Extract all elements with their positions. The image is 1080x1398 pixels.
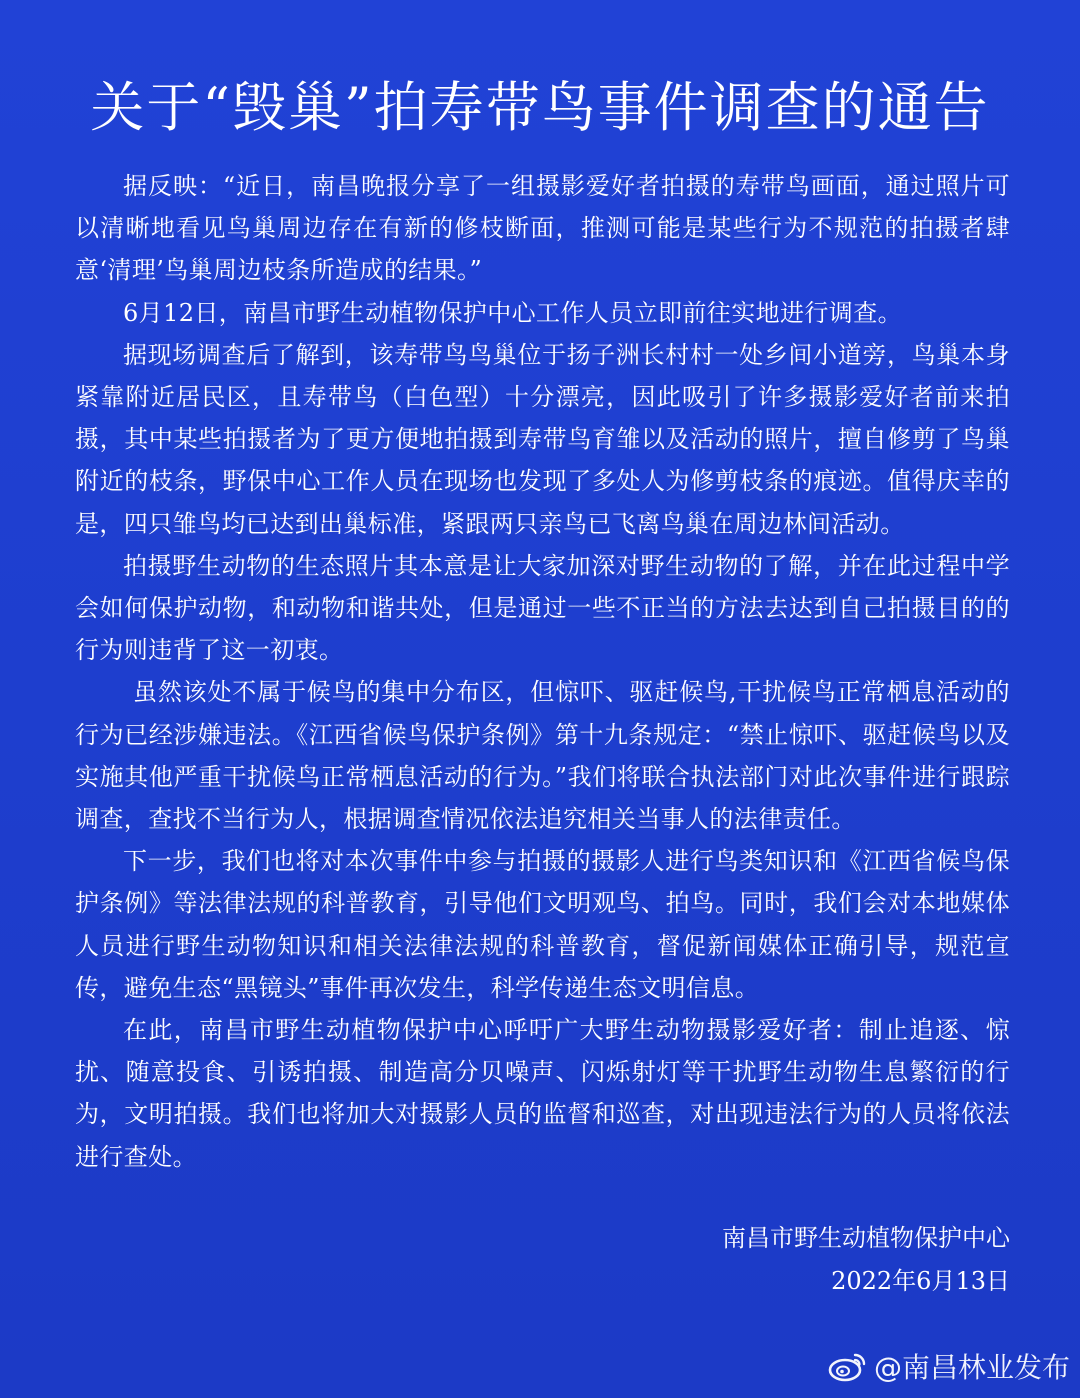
weibo-icon	[828, 1349, 868, 1383]
paragraph-legal-basis: 虽然该处不属于候鸟的集中分布区，但惊吓、驱赶候鸟,干扰候鸟正常栖息活动的行为已经涉嫌违法。《江西省候鸟保护条例》第十九条规定：“禁止惊吓、驱赶候鸟以及实施其他严重干扰候鸟正常栖息活动的行为。”我们将联合执法部门对此次事件进行跟踪调查，查找不当行为人，根据调查情况依法追究相关当事人的法律责任。	[75, 678, 1010, 834]
notice-body	[75, 165, 1010, 1178]
weibo-watermark	[828, 1346, 1070, 1386]
issuer-name: 南昌市野生动植物保护中心	[722, 1224, 1010, 1252]
paragraph-appeal: 在此，南昌市野生动植物保护中心呼吁广大野生动物摄影爱好者：制止追逐、惊扰、随意投食、引诱拍摄、制造高分贝噪声、闪烁射灯等干扰野生动物生息繁衍的行为，文明拍摄。我们也将加大对摄影人员的监督和巡查，对出现违法行为的人员将依法进行查处。	[75, 1016, 1010, 1171]
paragraph-findings: 据现场调查后了解到，该寿带鸟鸟巢位于扬子洲长村村一处乡间小道旁，鸟巢本身紧靠附近居民区，且寿带鸟（白色型）十分漂亮，因此吸引了许多摄影爱好者前来拍摄，其中某些拍摄者为了更方便地拍摄到寿带鸟育雏以及活动的照片，擅自修剪了鸟巢附近的枝条，野保中心工作人员在现场也发现了多处人为修剪枝条的痕迹。值得庆幸的是，四只雏鸟均已达到出巢标准，紧跟两只亲鸟已飞离鸟巢在周边林间活动。	[75, 340, 1010, 538]
paragraph-investigation-date: 6月12日，南昌市野生动植物保护中心工作人员立即前往实地进行调查。	[123, 298, 903, 327]
paragraph-report: 据反映：“近日，南昌晚报分享了一组摄影爱好者拍摄的寿带鸟画面，通过照片可以清晰地看见鸟巢周边存在有新的修枝断面，推测可能是某些行为不规范的拍摄者肆意‘清理’鸟巢周边枝条所造成的结果。”	[75, 172, 1010, 285]
paragraph-next-steps: 下一步，我们也将对本次事件中参与拍摄的摄影人进行鸟类知识和《江西省候鸟保护条例》等法律法规的科普教育，引导他们文明观鸟、拍鸟。同时，我们会对本地媒体人员进行野生动物知识和相关法律法规的科普教育，督促新闻媒体正确引导，规范宣传，避免生态“黑镜头”事件再次发生，科学传递生态文明信息。	[75, 847, 1010, 1002]
watermark-account: @南昌林业发布	[873, 1351, 1070, 1384]
signature-block	[722, 1217, 1010, 1302]
paragraph-photography-purpose: 拍摄野生动物的生态照片其本意是让大家加深对野生动物的了解，并在此过程中学会如何保护动物，和动物和谐共处，但是通过一些不正当的方法去达到自己拍摄目的的行为则违背了这一初衷。	[75, 551, 1010, 665]
notice-title: 关于“毁巢”拍寿带鸟事件调查的通告	[90, 76, 990, 139]
issue-date: 2022年6月13日	[831, 1267, 1010, 1295]
